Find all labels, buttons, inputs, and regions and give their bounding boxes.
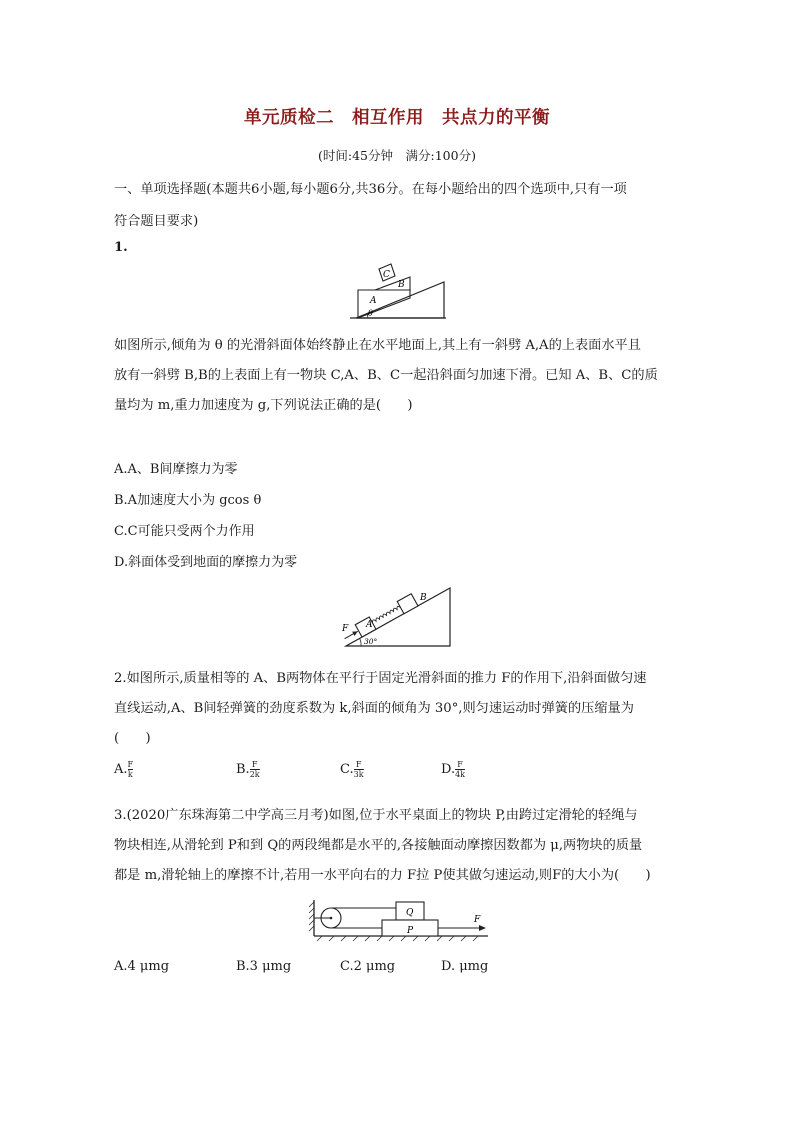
q1-stem-line1: 如图所示,倾角为 θ 的光滑斜面体始终静止在水平地面上,其上有一斜劈 A,A的上表面水平且 [114, 338, 641, 353]
q1-option-c: C.C可能只受两个力作用 [114, 524, 255, 539]
q2-stem-line2: 直线运动,A、B间轻弹簧的劲度系数为 k,斜面的倾角为 30°,则匀速运动时弹簧的压缩量为 [114, 701, 634, 716]
q2-option-d: D. $\frac{F}{4k}$ [441, 760, 466, 779]
q2-label-f: F [342, 624, 349, 634]
q2-label-a: A [366, 620, 373, 630]
q1-label-theta: θ [368, 309, 373, 318]
q2-option-b: B. $\frac{F}{2k}$ [236, 760, 260, 779]
q1-label-c: C [383, 270, 390, 280]
q2-label-b: B [420, 593, 427, 603]
section-heading-cont: 符合题目要求) [114, 214, 199, 229]
q3-option-d: D. μmg [441, 959, 489, 974]
q3-stem-line1: 3.(2020广东珠海第二中学高三月考)如图,位于水平桌面上的物块 P,由跨过定滑轮的轻绳与 [114, 808, 638, 823]
q1-option-a: A.A、B间摩擦力为零 [114, 462, 238, 477]
q1-figure [350, 262, 450, 324]
q1-stem-line3: 量均为 m,重力加速度为 g,下列说法正确的是( ) [114, 398, 413, 413]
q3-option-b: B.3 μmg [236, 959, 292, 974]
q2-stem-line3: ( ) [114, 731, 151, 746]
q3-label-f: F [474, 915, 481, 925]
q3-stem-line3: 都是 m,滑轮轴上的摩擦不计,若用一水平向右的力 F拉 P使其做匀速运动,则F的大小为( ) [114, 868, 651, 883]
q3-option-c: C.2 μmg [340, 959, 396, 974]
q3-stem-line2: 物块相连,从滑轮到 P和到 Q的两段绳都是水平的,各接触面动摩擦因数都为 μ,两物块的质量 [114, 838, 643, 853]
q2-stem-line1: 2.如图所示,质量相等的 A、B两物体在平行于固定光滑斜面的推力 F的作用下,沿斜面做匀速 [114, 671, 647, 686]
q2-option-c: C. $\frac{F}{3k}$ [340, 760, 364, 779]
q1-label-a: A [370, 296, 377, 306]
q2-label-angle: 30° [364, 637, 378, 646]
q2-option-a: A. $\frac{F}{k}$ [114, 760, 134, 779]
q1-number: 1. [114, 240, 128, 255]
exam-info: (时间:45分钟 满分:100分) [318, 148, 476, 163]
section-heading: 一、单项选择题(本题共6小题,每小题6分,共36分。在每小题给出的四个选项中,只有一项 [114, 182, 627, 197]
q3-label-q: Q [406, 908, 414, 918]
q1-option-d: D.斜面体受到地面的摩擦力为零 [114, 555, 298, 570]
q3-label-p: P [407, 926, 414, 936]
page-title: 单元质检二 相互作用 共点力的平衡 [244, 108, 550, 128]
q2-figure [340, 580, 454, 652]
q3-figure [308, 894, 492, 942]
q3-option-a: A.4 μmg [114, 959, 170, 974]
q1-option-b: B.A加速度大小为 gcos θ [114, 493, 262, 508]
q1-label-b: B [398, 280, 405, 290]
q1-stem-line2: 放有一斜劈 B,B的上表面上有一物块 C,A、B、C一起沿斜面匀加速下滑。已知 A、B、C的质 [114, 368, 658, 383]
